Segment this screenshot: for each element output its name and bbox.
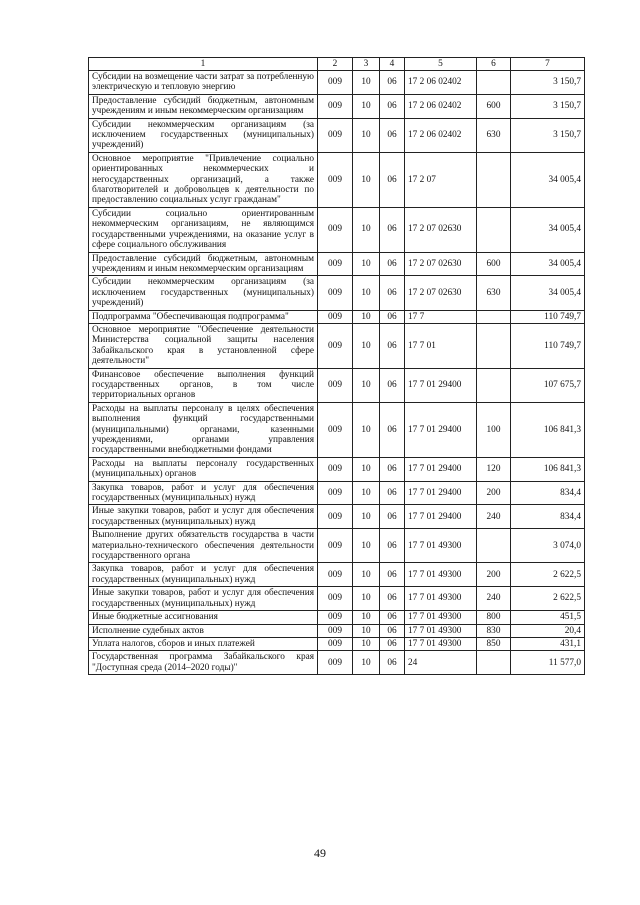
ministry-code-cell: 009 [318, 152, 353, 207]
expense-type-cell [477, 71, 511, 95]
section-cell: 10 [353, 457, 380, 481]
section-cell: 10 [353, 207, 380, 252]
subsection-cell: 06 [380, 94, 405, 118]
col-header: 1 [89, 58, 318, 71]
subsection-cell: 06 [380, 563, 405, 587]
amount-cell: 834,4 [511, 505, 585, 529]
row-name-cell: Основное мероприятие "Привлечение социально ориентированных некоммерческих и негосударственных организаций, а также благотворителей и добровольцев к деятельности по предоставлению социальных услуг гражданам" [89, 152, 318, 207]
section-cell: 10 [353, 310, 380, 323]
row-name-cell: Предоставление субсидий бюджетным, автономным учреждениям и иным некоммерческим организациям [89, 252, 318, 276]
table-row [89, 71, 585, 95]
subsection-cell: 06 [380, 505, 405, 529]
amount-cell: 34 005,4 [511, 276, 585, 310]
ministry-code-cell: 009 [318, 505, 353, 529]
row-name-cell: Иные закупки товаров, работ и услуг для обеспечения государственных (муниципальных) нужд [89, 587, 318, 611]
expense-type-cell: 600 [477, 252, 511, 276]
amount-cell: 11 577,0 [511, 651, 585, 675]
expense-type-cell [477, 529, 511, 563]
col-header: 7 [511, 58, 585, 71]
col-header: 2 [318, 58, 353, 71]
ministry-code-cell: 009 [318, 624, 353, 637]
ministry-code-cell: 009 [318, 276, 353, 310]
row-name-cell: Подпрограмма "Обеспечивающая подпрограмма" [89, 310, 318, 323]
ministry-code-cell: 009 [318, 252, 353, 276]
table-row [89, 152, 585, 207]
expense-type-cell [477, 323, 511, 368]
col-header: 4 [380, 58, 405, 71]
expense-type-cell: 120 [477, 457, 511, 481]
ministry-code-cell: 009 [318, 611, 353, 624]
target-article-cell: 17 2 07 02630 [405, 207, 477, 252]
expense-type-cell: 240 [477, 587, 511, 611]
amount-cell: 2 622,5 [511, 563, 585, 587]
section-cell: 10 [353, 624, 380, 637]
row-name-cell: Предоставление субсидий бюджетным, автономным учреждениям и иным некоммерческим организациям [89, 94, 318, 118]
row-name-cell: Уплата налогов, сборов и иных платежей [89, 637, 318, 650]
target-article-cell: 17 7 01 49300 [405, 624, 477, 637]
subsection-cell: 06 [380, 457, 405, 481]
table-row [89, 637, 585, 650]
row-name-cell: Государственная программа Забайкальского края "Доступная среда (2014–2020 годы)" [89, 651, 318, 675]
ministry-code-cell: 009 [318, 457, 353, 481]
expense-type-cell [477, 651, 511, 675]
target-article-cell: 17 7 01 49300 [405, 637, 477, 650]
target-article-cell: 17 7 01 29400 [405, 505, 477, 529]
amount-cell: 3 074,0 [511, 529, 585, 563]
amount-cell: 106 841,3 [511, 457, 585, 481]
section-cell: 10 [353, 611, 380, 624]
target-article-cell: 17 2 06 02402 [405, 71, 477, 95]
row-name-cell: Расходы на выплаты персоналу государственных (муниципальных) органов [89, 457, 318, 481]
expense-type-cell: 800 [477, 611, 511, 624]
amount-cell: 3 150,7 [511, 71, 585, 95]
expense-type-cell [477, 207, 511, 252]
target-article-cell: 17 2 07 [405, 152, 477, 207]
section-cell: 10 [353, 529, 380, 563]
table-row [89, 323, 585, 368]
subsection-cell: 06 [380, 402, 405, 457]
section-cell: 10 [353, 94, 380, 118]
target-article-cell: 17 7 01 [405, 323, 477, 368]
target-article-cell: 17 7 01 49300 [405, 563, 477, 587]
row-name-cell: Расходы на выплаты персоналу в целях обеспечения выполнения функций государственными (муниципальными) органами, казенными учреждениями, органами управления государственными внебюджетными фондами [89, 402, 318, 457]
row-name-cell: Иные закупки товаров, работ и услуг для обеспечения государственных (муниципальных) нужд [89, 505, 318, 529]
expense-type-cell: 200 [477, 481, 511, 505]
row-name-cell: Исполнение судебных актов [89, 624, 318, 637]
expense-type-cell: 850 [477, 637, 511, 650]
amount-cell: 110 749,7 [511, 310, 585, 323]
subsection-cell: 06 [380, 651, 405, 675]
row-name-cell: Выполнение других обязательств государства в части материально-технического обеспечения деятельности государственного органа [89, 529, 318, 563]
subsection-cell: 06 [380, 637, 405, 650]
subsection-cell: 06 [380, 529, 405, 563]
section-cell: 10 [353, 481, 380, 505]
subsection-cell: 06 [380, 323, 405, 368]
table-row [89, 624, 585, 637]
section-cell: 10 [353, 152, 380, 207]
section-cell: 10 [353, 563, 380, 587]
ministry-code-cell: 009 [318, 71, 353, 95]
table-row [89, 310, 585, 323]
row-name-cell: Субсидии некоммерческим организациям (за исключением государственных (муниципальных) учреждений) [89, 118, 318, 152]
expense-type-cell: 240 [477, 505, 511, 529]
ministry-code-cell: 009 [318, 402, 353, 457]
section-cell: 10 [353, 368, 380, 402]
section-cell: 10 [353, 651, 380, 675]
table-row [89, 457, 585, 481]
row-name-cell: Закупка товаров, работ и услуг для обеспечения государственных (муниципальных) нужд [89, 481, 318, 505]
row-name-cell: Субсидии социально ориентированным некоммерческим организациям, не являющимся государственными учреждениями, на оказание услуг в сфере социального обслуживания [89, 207, 318, 252]
target-article-cell: 17 2 07 02630 [405, 252, 477, 276]
expense-type-cell [477, 368, 511, 402]
table-row [89, 252, 585, 276]
target-article-cell: 17 7 01 29400 [405, 402, 477, 457]
subsection-cell: 06 [380, 252, 405, 276]
ministry-code-cell: 009 [318, 368, 353, 402]
ministry-code-cell: 009 [318, 118, 353, 152]
col-header: 5 [405, 58, 477, 71]
expense-type-cell: 630 [477, 276, 511, 310]
ministry-code-cell: 009 [318, 323, 353, 368]
col-header: 3 [353, 58, 380, 71]
subsection-cell: 06 [380, 118, 405, 152]
table-row [89, 276, 585, 310]
section-cell: 10 [353, 252, 380, 276]
ministry-code-cell: 009 [318, 94, 353, 118]
section-cell: 10 [353, 118, 380, 152]
target-article-cell: 17 7 [405, 310, 477, 323]
expense-type-cell: 830 [477, 624, 511, 637]
table-row [89, 368, 585, 402]
amount-cell: 34 005,4 [511, 152, 585, 207]
target-article-cell: 17 7 01 49300 [405, 587, 477, 611]
expense-type-cell: 630 [477, 118, 511, 152]
table-row [89, 587, 585, 611]
ministry-code-cell: 009 [318, 207, 353, 252]
target-article-cell: 17 7 01 49300 [405, 529, 477, 563]
amount-cell: 3 150,7 [511, 118, 585, 152]
page-number: 49 [314, 846, 326, 860]
target-article-cell: 17 7 01 29400 [405, 457, 477, 481]
amount-cell: 3 150,7 [511, 94, 585, 118]
target-article-cell: 17 7 01 29400 [405, 368, 477, 402]
amount-cell: 34 005,4 [511, 252, 585, 276]
row-name-cell: Финансовое обеспечение выполнения функций государственных органов, в том числе территориальных органов [89, 368, 318, 402]
table-row [89, 529, 585, 563]
expense-type-cell [477, 310, 511, 323]
subsection-cell: 06 [380, 152, 405, 207]
table-row [89, 118, 585, 152]
amount-cell: 34 005,4 [511, 207, 585, 252]
expense-type-cell: 100 [477, 402, 511, 457]
ministry-code-cell: 009 [318, 637, 353, 650]
row-name-cell: Субсидии некоммерческим организациям (за исключением государственных (муниципальных) учреждений) [89, 276, 318, 310]
table-row [89, 611, 585, 624]
expense-type-cell: 200 [477, 563, 511, 587]
row-name-cell: Иные бюджетные ассигнования [89, 611, 318, 624]
target-article-cell: 17 2 06 02402 [405, 118, 477, 152]
row-name-cell: Субсидии на возмещение части затрат за потребленную электрическую и тепловую энергию [89, 71, 318, 95]
ministry-code-cell: 009 [318, 481, 353, 505]
section-cell: 10 [353, 637, 380, 650]
section-cell: 10 [353, 402, 380, 457]
ministry-code-cell: 009 [318, 310, 353, 323]
table-row [89, 651, 585, 675]
section-cell: 10 [353, 71, 380, 95]
expense-type-cell [477, 152, 511, 207]
subsection-cell: 06 [380, 276, 405, 310]
subsection-cell: 06 [380, 611, 405, 624]
table-row [89, 207, 585, 252]
row-name-cell: Основное мероприятие "Обеспечение деятельности Министерства социальной защиты населения Забайкальского края в установленной сфере деятельности" [89, 323, 318, 368]
expense-type-cell: 600 [477, 94, 511, 118]
table-row [89, 94, 585, 118]
section-cell: 10 [353, 587, 380, 611]
section-cell: 10 [353, 276, 380, 310]
row-name-cell: Закупка товаров, работ и услуг для обеспечения государственных (муниципальных) нужд [89, 563, 318, 587]
target-article-cell: 17 7 01 49300 [405, 611, 477, 624]
table-row [89, 402, 585, 457]
subsection-cell: 06 [380, 310, 405, 323]
table-row [89, 505, 585, 529]
subsection-cell: 06 [380, 624, 405, 637]
ministry-code-cell: 009 [318, 587, 353, 611]
header-row [89, 58, 585, 71]
amount-cell: 2 622,5 [511, 587, 585, 611]
section-cell: 10 [353, 505, 380, 529]
subsection-cell: 06 [380, 368, 405, 402]
amount-cell: 834,4 [511, 481, 585, 505]
col-header: 6 [477, 58, 511, 71]
amount-cell: 451,5 [511, 611, 585, 624]
target-article-cell: 24 [405, 651, 477, 675]
amount-cell: 106 841,3 [511, 402, 585, 457]
amount-cell: 431,1 [511, 637, 585, 650]
table-row [89, 481, 585, 505]
amount-cell: 107 675,7 [511, 368, 585, 402]
subsection-cell: 06 [380, 587, 405, 611]
subsection-cell: 06 [380, 71, 405, 95]
target-article-cell: 17 2 06 02402 [405, 94, 477, 118]
target-article-cell: 17 2 07 02630 [405, 276, 477, 310]
ministry-code-cell: 009 [318, 563, 353, 587]
target-article-cell: 17 7 01 29400 [405, 481, 477, 505]
amount-cell: 110 749,7 [511, 323, 585, 368]
ministry-code-cell: 009 [318, 651, 353, 675]
budget-table [88, 57, 585, 675]
section-cell: 10 [353, 323, 380, 368]
amount-cell: 20,4 [511, 624, 585, 637]
ministry-code-cell: 009 [318, 529, 353, 563]
subsection-cell: 06 [380, 207, 405, 252]
table-row [89, 563, 585, 587]
subsection-cell: 06 [380, 481, 405, 505]
